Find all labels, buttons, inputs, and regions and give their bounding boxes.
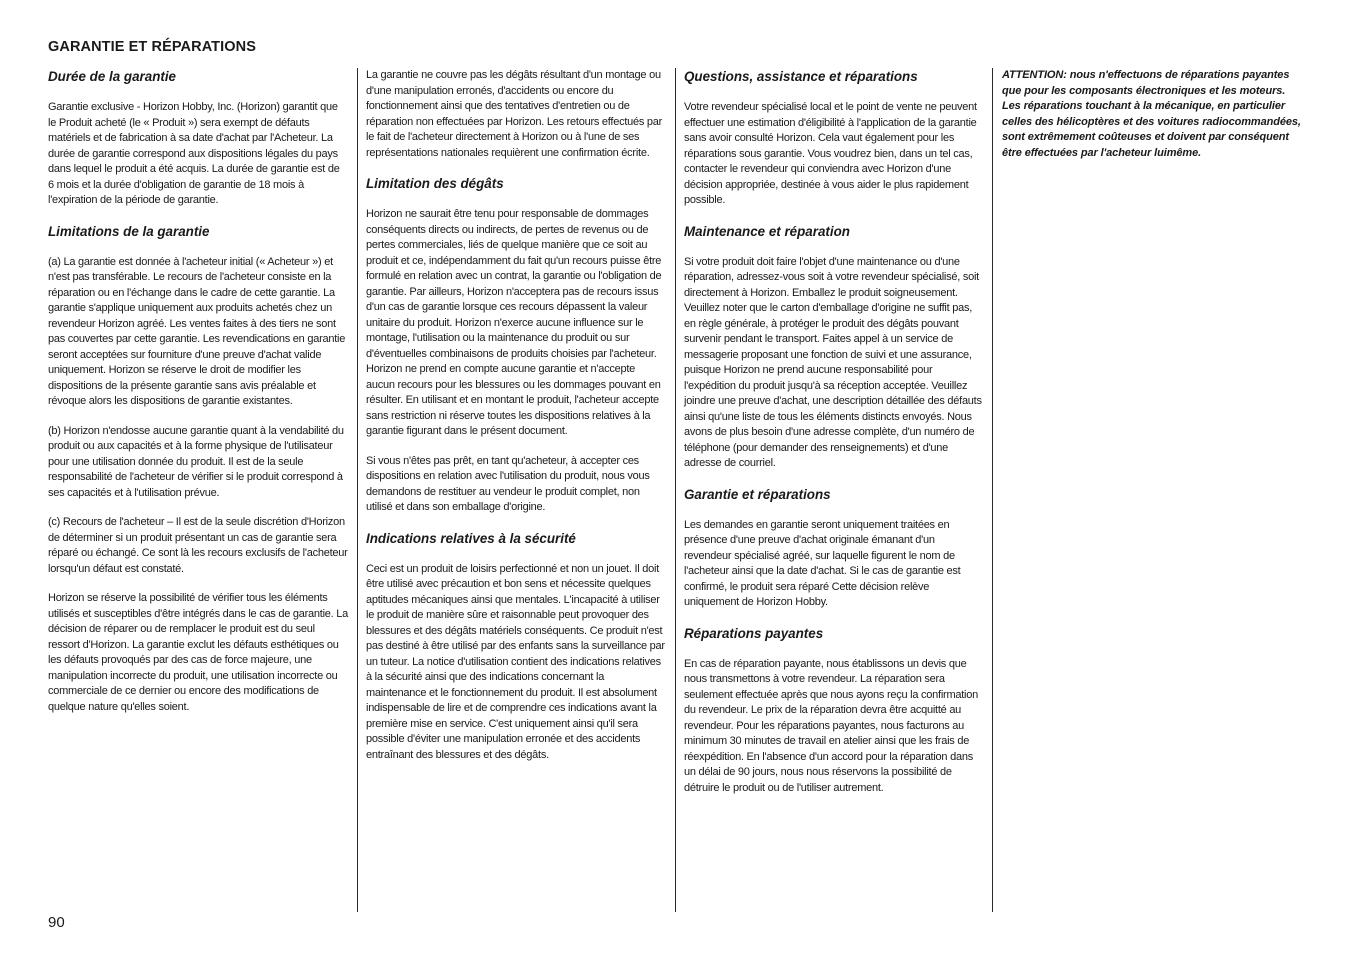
section-heading-limitations: Limitations de la garantie xyxy=(48,223,210,239)
section-heading-questions: Questions, assistance et réparations xyxy=(684,69,918,84)
paragraph: En cas de réparation payante, nous établissons un devis que nous transmettons à votre revendeur. La réparation sera seulement effectuée après que nous ayons reçu la confirmation du revendeur. Le prix de la réparation devra être acquitté au revendeur. Pour les réparations payantes, nous facturons au minimum 30 minutes de travail en atelier ainsi que les frais de réexpédition. En l'absence d'un accord pour la réparation dans un délai de 90 jours, nous nous réservons la possibilité de détruire le produit ou de l'utiliser autrement. xyxy=(684,657,978,794)
page-title: GARANTIE ET RÉPARATIONS xyxy=(48,39,256,55)
paragraph: Horizon se réserve la possibilité de vérifier tous les éléments utilisés et susceptibles d'être intégrés dans le cas de garantie. La décision de réparer ou de remplacer le produit est du seul ressort d'Horizon. La garantie exclut les défauts esthétiques ou les défauts provoqués par des cas de force majeure, une manipulation incorrecte du produit, une utilisation incorrecte ou commerciale de ce dernier ou encore des modifications de quelque nature qu'elles soient. xyxy=(48,592,349,713)
section-heading-securite: Indications relatives à la sécurité xyxy=(366,530,576,546)
paragraph: (c) Recours de l'acheteur – Il est de la seule discrétion d'Horizon de déterminer si un produit présentant un cas de garantie sera réparé ou échangé. Ce sont là les recours exclusifs de l'acheteur lorsqu'un défaut est constaté. xyxy=(48,516,348,575)
column-3 xyxy=(684,68,984,810)
paragraph: Si votre produit doit faire l'objet d'une maintenance ou d'une réparation, adressez-vous soit à votre revendeur spécialisé, soit directement à Horizon. Emballez le produit soigneusement. Veuillez noter que le carton d'emballage d'origine ne suffit pas, en règle générale, à protéger le produit des dégâts pouvant survenir pendant le transport. Faites appel à un service de messagerie proposant une fonction de suivi et une assurance, puisque Horizon ne prend aucune responsabilité pour l'expédition du produit jusqu'à sa réception acceptée. Veuillez joindre une preuve d'achat, une description détaillée des défauts ainsi qu'une liste de tous les éléments distincts envoyés. Nous avons de plus besoin d'une adresse complète, d'un numéro de téléphone (pour demander des renseignements) et d'une adresse de courriel. xyxy=(684,255,982,469)
paragraph: Garantie exclusive - Horizon Hobby, Inc. (Horizon) garantit que le Produit acheté (le « Produit ») sera exempt de défauts matériels et de fabrication à sa date d'achat par l'Acheteur. La durée de garantie correspond aux dispositions légales du pays dans lequel le produit a été acquis. La durée de garantie est de 6 mois et la durée d'obligation de garantie de 18 mois à l'expiration de la période de garantie. xyxy=(48,101,340,206)
column-2 xyxy=(366,68,666,777)
column-1 xyxy=(48,68,348,729)
attention-note xyxy=(1002,68,1302,161)
attention-label: ATTENTION: xyxy=(1002,69,1067,81)
section-heading-limitation-degats: Limitation des dégâts xyxy=(366,176,504,191)
paragraph: La garantie ne couvre pas les dégâts résultant d'un montage ou d'une manipulation erronés, d'accidents ou encore du fonctionnement ainsi que des tentatives d'entretien ou de réparation non effectuées par Horizon. Les retours effectués par le fait de l'acheteur directement à Horizon ou à l'une de ses représentations nationales requièrent une confirmation écrite. xyxy=(366,69,663,159)
section-heading-reparations-payantes: Réparations payantes xyxy=(684,625,824,641)
page-number: 90 xyxy=(48,914,65,931)
section-heading-duree: Durée de la garantie xyxy=(48,69,177,84)
paragraph: Si vous n'êtes pas prêt, en tant qu'acheteur, à accepter ces dispositions en relation avec l'utilisation du produit, nous vous demandons de restituer au vendeur le produit complet, non utilisé et dans son emballage d'origine. xyxy=(366,454,650,513)
attention-text: nous n'effectuons de réparations payantes que pour les composants électroniques et les moteurs. Les réparations touchant à la mécanique, en particulier celles des hélicoptères et des voitures radiocommandées, sont extrêmement coûteuses et doivent par conséquent être effectuées par l'acheteur luimême. xyxy=(1002,69,1301,159)
column-divider xyxy=(357,68,358,912)
paragraph: (b) Horizon n'endosse aucune garantie quant à la vendabilité du produit ou aux capacités et à la forme physique de l'utilisateur pour une utilisation donnée du produit. Il est de la seule responsabilité de l'acheteur de vérifier si le produit correspond à ses capacités et à l'utilisation prévue. xyxy=(48,424,344,499)
section-heading-garantie-reparations: Garantie et réparations xyxy=(684,486,831,502)
paragraph: (a) La garantie est donnée à l'acheteur initial (« Acheteur ») et n'est pas transférable. Le recours de l'acheteur consiste en la réparation ou en l'échange dans le cadre de cette garantie. La garantie s'applique uniquement aux produits achetés chez un revendeur Horizon agréé. Les ventes faites à des tiers ne sont pas couvertes par cette garantie. Les revendications en garantie seront acceptées sur fourniture d'une preuve d'achat valide uniquement. Horizon se réserve le droit de modifier les dispositions de la présente garantie sans avis préalable et révoque alors les dispositions de garantie existantes. xyxy=(48,255,346,407)
column-divider xyxy=(675,68,676,912)
paragraph: Horizon ne saurait être tenu pour responsable de dommages conséquents directs ou indirects, de pertes de revenus ou de pertes commerciales, liés de quelque manière que ce soit au produit et ce, indépendamment du fait qu'un recours puisse être formulé en relation avec un contrat, la garantie ou l'obligation de garantie. Par ailleurs, Horizon n'acceptera pas de recours issus d'un cas de garantie lorsque ces recours dépassent la valeur unitaire du produit. Horizon n'exerce aucune influence sur le montage, l'utilisation ou la maintenance du produit ou sur d'éventuelles combinaisons de produits choisies par l'acheteur. Horizon ne prend en compte aucune garantie et n'accepte aucun recours pour les blessures ou les dommages pouvant en résulter. En utilisant et en montant le produit, l'acheteur accepte sans restriction ni réserve toutes les dispositions relatives à la garantie figurant dans le présent document. xyxy=(366,208,662,437)
paragraph: Les demandes en garantie seront uniquement traitées en présence d'une preuve d'achat originale émanant d'un revendeur spécialisé agréé, sur laquelle figurent le nom de l'acheteur ainsi que la date d'achat. Si le cas de garantie est confirmé, le produit sera réparé Cette décision relève uniquement de Horizon Hobby. xyxy=(684,518,961,608)
paragraph: Votre revendeur spécialisé local et le point de vente ne peuvent effectuer une estimation d'éligibilité à l'application de la garantie sans avoir consulté Horizon. Cela vaut également pour les réparations sous garantie. Vous voudrez bien, dans un tel cas, contacter le revendeur qui conviendra avec Horizon d'une décision appropriée, destinée à vous aider le plus rapidement possible. xyxy=(684,101,977,206)
column-4 xyxy=(1002,68,1302,161)
column-divider xyxy=(992,68,993,912)
section-heading-maintenance: Maintenance et réparation xyxy=(684,223,850,239)
paragraph: Ceci est un produit de loisirs perfectionné et non un jouet. Il doit être utilisé avec précaution et bon sens et nécessite quelques aptitudes mécaniques ainsi que mentales. L'incapacité à utiliser le produit de manière sûre et raisonnable peut provoquer des blessures et des dégâts matériels conséquents. Ce produit n'est pas destiné à être utilisé par des enfants sans la surveillance par un tuteur. La notice d'utilisation contient des indications relatives à la sécurité ainsi que des indications concernant la maintenance et le fonctionnement du produit. Il est absolument indispensable de lire et de comprendre ces indications avant la première mise en service. C'est uniquement ainsi qu'il sera possible d'éviter une manipulation erronée et des accidents entraînant des blessures et des dégâts. xyxy=(366,562,665,761)
